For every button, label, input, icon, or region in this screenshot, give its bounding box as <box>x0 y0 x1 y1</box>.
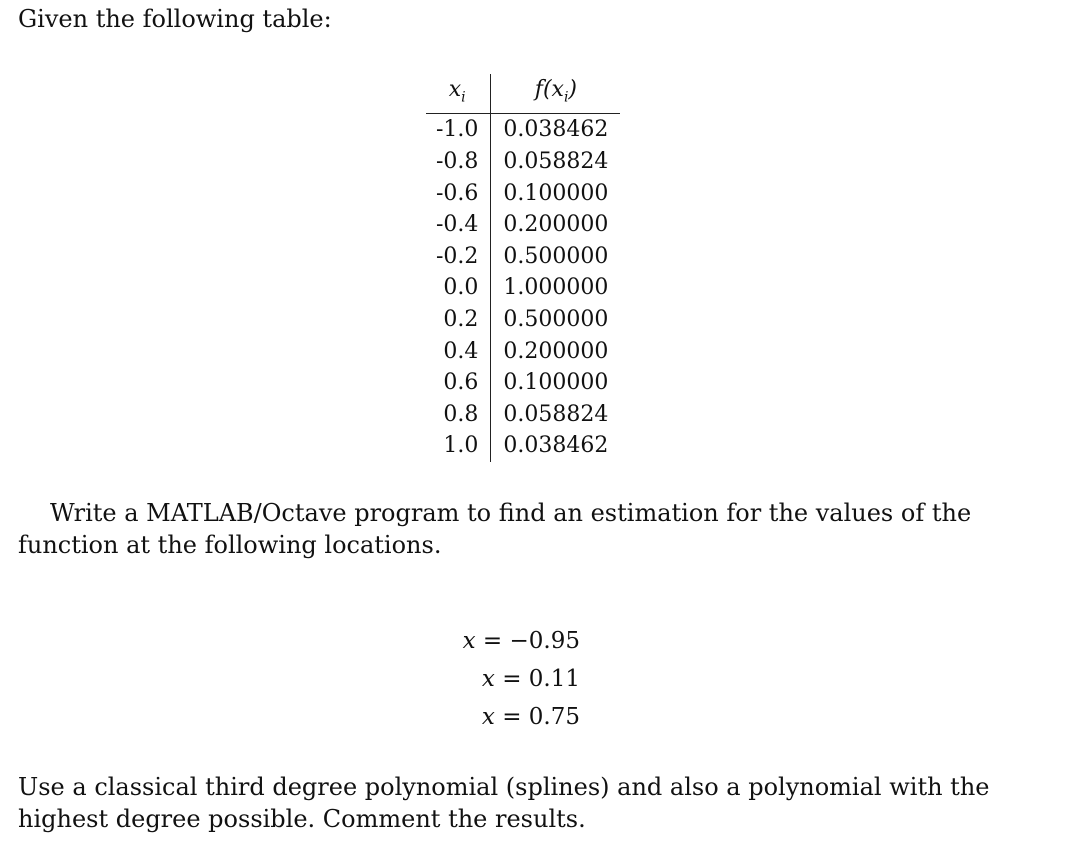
cell-x: 0.0 <box>426 272 491 304</box>
equation-line <box>380 622 580 660</box>
cell-fx: 1.000000 <box>503 275 609 301</box>
table-header-row <box>426 74 620 114</box>
data-table <box>426 74 620 462</box>
cell-fx: 0.200000 <box>503 212 609 238</box>
cell-x: -0.2 <box>426 241 491 273</box>
cell-x: 0.4 <box>426 336 491 368</box>
cell-fx: 0.038462 <box>503 433 609 459</box>
cell-x: 0.6 <box>426 367 491 399</box>
table-row <box>426 430 620 462</box>
equation-operator: = <box>502 704 522 730</box>
table-row <box>426 114 620 146</box>
table-row <box>426 399 620 431</box>
cell-fx: 0.200000 <box>503 338 609 364</box>
cell-x: 0.2 <box>426 304 491 336</box>
table-row <box>426 209 620 241</box>
cell-x: -0.6 <box>426 178 491 210</box>
equation-operator: = <box>482 628 503 654</box>
cell-fx: 0.058824 <box>503 401 609 427</box>
header-fx: $f(x_i)$ <box>491 74 620 114</box>
cell-x: -1.0 <box>426 114 491 146</box>
table-row <box>426 367 620 399</box>
table-row <box>426 146 620 178</box>
cell-fx: 0.500000 <box>503 306 609 332</box>
equation-line <box>380 660 580 698</box>
table-row <box>426 336 620 368</box>
header-x: $x_i$ <box>426 74 491 114</box>
cell-x: -0.4 <box>426 209 491 241</box>
equation-value: 0.11 <box>528 666 580 692</box>
equation-operator: = <box>502 666 522 692</box>
equation-variable: x <box>481 666 495 692</box>
evaluation-points <box>380 622 580 736</box>
table-row <box>426 241 620 273</box>
cell-fx: 0.058824 <box>503 148 609 174</box>
cell-fx: 0.038462 <box>503 117 609 143</box>
table-row <box>426 178 620 210</box>
table-row <box>426 304 620 336</box>
cell-x: 0.8 <box>426 399 491 431</box>
intro-text: Given the following table: <box>18 5 332 33</box>
equation-variable: x <box>462 628 476 654</box>
equation-line <box>380 698 580 736</box>
table-row <box>426 272 620 304</box>
equation-value: −0.95 <box>509 628 580 654</box>
method-paragraph: Use a classical third degree polynomial (splines) and also a polynomial with the highest degree possible. Comment the results. <box>18 773 990 833</box>
cell-fx: 0.100000 <box>503 370 609 396</box>
cell-x: 1.0 <box>426 430 491 462</box>
cell-fx: 0.500000 <box>503 243 609 269</box>
cell-fx: 0.100000 <box>503 180 609 206</box>
equation-variable: x <box>481 704 495 730</box>
table-body <box>426 114 620 462</box>
equation-value: 0.75 <box>528 704 580 730</box>
instruction-paragraph: Write a MATLAB/Octave program to find an estimation for the values of the function at the following locations. <box>18 499 972 559</box>
cell-x: -0.8 <box>426 146 491 178</box>
